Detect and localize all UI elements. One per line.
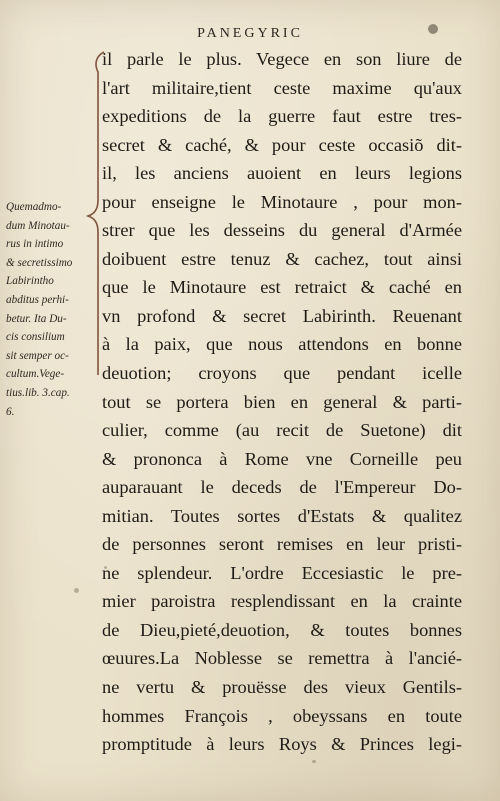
body-line: auparauant le deceds de l'Empereur Do- [102, 477, 462, 498]
paper-stain [312, 760, 316, 763]
body-line: l'art militaire,tient ceste maxime qu'aux [102, 77, 462, 98]
margin-note-line: 6. [6, 405, 15, 418]
body-text [102, 45, 462, 759]
margin-note-line: rus in intimo [6, 238, 64, 251]
margin-note-line: tius.lib. 3.cap. [6, 386, 70, 399]
body-line: de Dieu,pieté,deuotion, & toutes bonnes [102, 619, 462, 640]
margin-note-line: dum Minotau- [6, 219, 70, 232]
margin-note-line: betur. Ita Du- [6, 312, 67, 325]
body-line: doibuent estre tenuz & cachez, tout ainsi [102, 248, 462, 269]
margin-note-line: Quemadmo- [6, 201, 62, 213]
body-line: & prononca à Rome vne Corneille peu [102, 448, 462, 469]
margin-note-line: abditus perhi- [6, 293, 69, 306]
margin-note-line: cis consilium [6, 331, 65, 344]
body-line: que le Minotaure est retraict & caché en [102, 277, 462, 298]
paper-stain [74, 588, 79, 593]
body-line: à la paix, que nous attendons en bonne [102, 334, 462, 355]
running-head: PANEGYRIC [197, 26, 303, 41]
paper-stain [104, 566, 107, 569]
margin-note-line: cultum.Vege- [6, 368, 65, 381]
body-line: pour enseigne le Minotaure , pour mon- [102, 191, 462, 212]
body-line: culier, comme (au recit de Suetone) dit [102, 420, 462, 441]
body-line: secret & caché, & pour ceste occasiõ dit- [102, 134, 462, 155]
body-line: il, les anciens auoient en leurs legions [102, 163, 462, 184]
body-line: expeditions de la guerre faut estre tres- [102, 106, 462, 127]
body-line: hommes François , obeyssans en toute [102, 705, 462, 726]
body-line: promptitude à leurs Roys & Princes legi- [102, 734, 462, 755]
margin-note [6, 198, 96, 421]
body-line: il parle le plus. Vegece en son liure de [102, 49, 462, 69]
body-line: strer que les desseins du general d'Armée [102, 220, 462, 241]
body-line: mitian. Toutes sortes d'Estats & qualitez [102, 505, 462, 526]
margin-note-line: sit semper oc- [6, 349, 69, 362]
body-line: œuures.La Noblesse se remettra à l'ancié- [102, 648, 462, 669]
margin-note-line: & secretissimo [6, 256, 73, 269]
body-line: de personnes seront remises en leur pristi- [102, 534, 462, 555]
body-line: deuotion; croyons que pendant icelle [102, 363, 462, 384]
body-line: vn profond & secret Labirinth. Reuenant [102, 305, 462, 326]
body-line: mier paroistra resplendissant en la crainte [102, 591, 462, 612]
margin-note-line: Labirintho [6, 275, 54, 288]
ink-spot-ornament [428, 24, 438, 34]
body-line: tout se portera bien en general & parti- [102, 391, 462, 412]
body-line: ne splendeur. L'ordre Eccesiastic le pre- [102, 562, 462, 583]
body-line: ne vertu & prouësse des vieux Gentils- [102, 677, 462, 698]
